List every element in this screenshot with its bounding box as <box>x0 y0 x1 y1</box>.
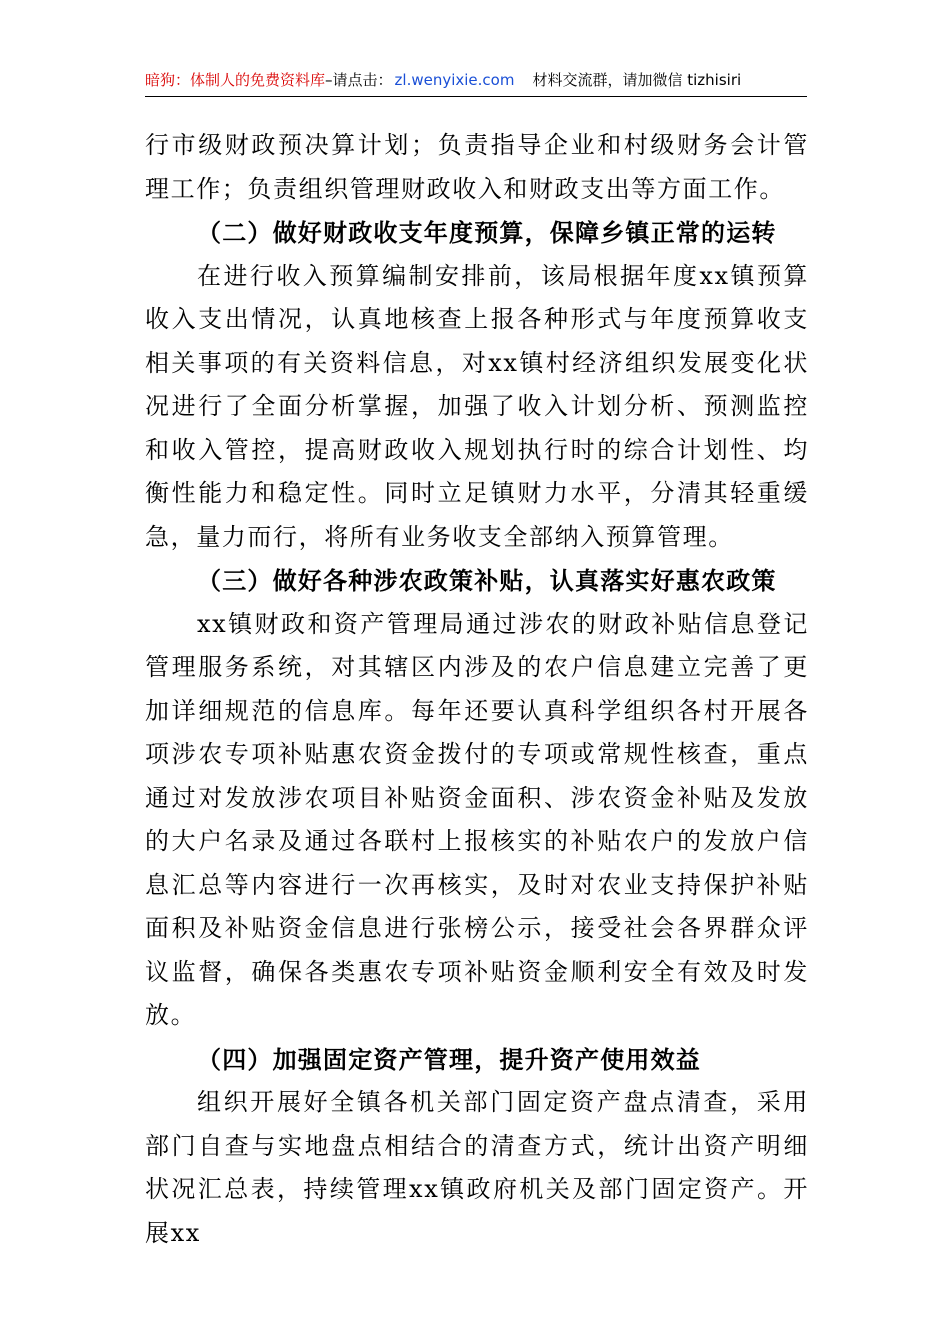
document-body <box>145 124 809 1255</box>
header-group-note: 材料交流群，请加微信 tizhisiri <box>532 71 742 89</box>
body-paragraph: 组织开展好全镇各机关部门固定资产盘点清查，采用部门自查与实地盘点相结合的清查方式，统计出资产明细状况汇总表，持续管理xx镇政府机关及部门固定资产。开展xx <box>145 1088 809 1247</box>
section-heading: （二）做好财政收支年度预算，保障乡镇正常的运转 <box>197 218 777 247</box>
header-url-link[interactable]: zl.wenyixie.com <box>394 71 515 89</box>
section-heading: （四）加强固定资产管理，提升资产使用效益 <box>197 1044 701 1074</box>
header-brand: 暗狗：体制人的免费资料库 <box>145 71 326 89</box>
section-heading: （三）做好各种涉农政策补贴，认真落实好惠农政策 <box>197 566 777 595</box>
document-header <box>145 66 807 97</box>
body-paragraph: 行市级财政预决算计划；负责指导企业和村级财务会计管理工作；负责组织管理财政收入和财政支出等方面工作。 <box>145 131 809 203</box>
header-prompt: –请点击： <box>325 71 393 89</box>
body-paragraph: xx镇财政和资产管理局通过涉农的财政补贴信息登记管理服务系统，对其辖区内涉及的农户信息建立完善了更加详细规范的信息库。每年还要认真科学组织各村开展各项涉农专项补贴惠农资金拨付的专项或常规性核查，重点通过对发放涉农项目补贴资金面积、涉农资金补贴及发放的大户名录及通过各联村上报核实的补贴农户的发放户信息汇总等内容进行一次再核实，及时对农业支持保护补贴面积及补贴资金信息进行张榜公示，接受社会各界群众评议监督，确保各类惠农专项补贴资金顺利安全有效及时发放。 <box>145 609 809 1029</box>
body-paragraph: 在进行收入预算编制安排前，该局根据年度xx镇预算收入支出情况，认真地核查上报各种形式与年度预算收支相关事项的有关资料信息，对xx镇村经济组织发展变化状况进行了全面分析掌握，加强了收入计划分析、预测监控和收入管控，提高财政收入规划执行时的综合计划性、均衡性能力和稳定性。同时立足镇财力水平，分清其轻重缓急，量力而行，将所有业务收支全部纳入预算管理。 <box>145 261 809 551</box>
